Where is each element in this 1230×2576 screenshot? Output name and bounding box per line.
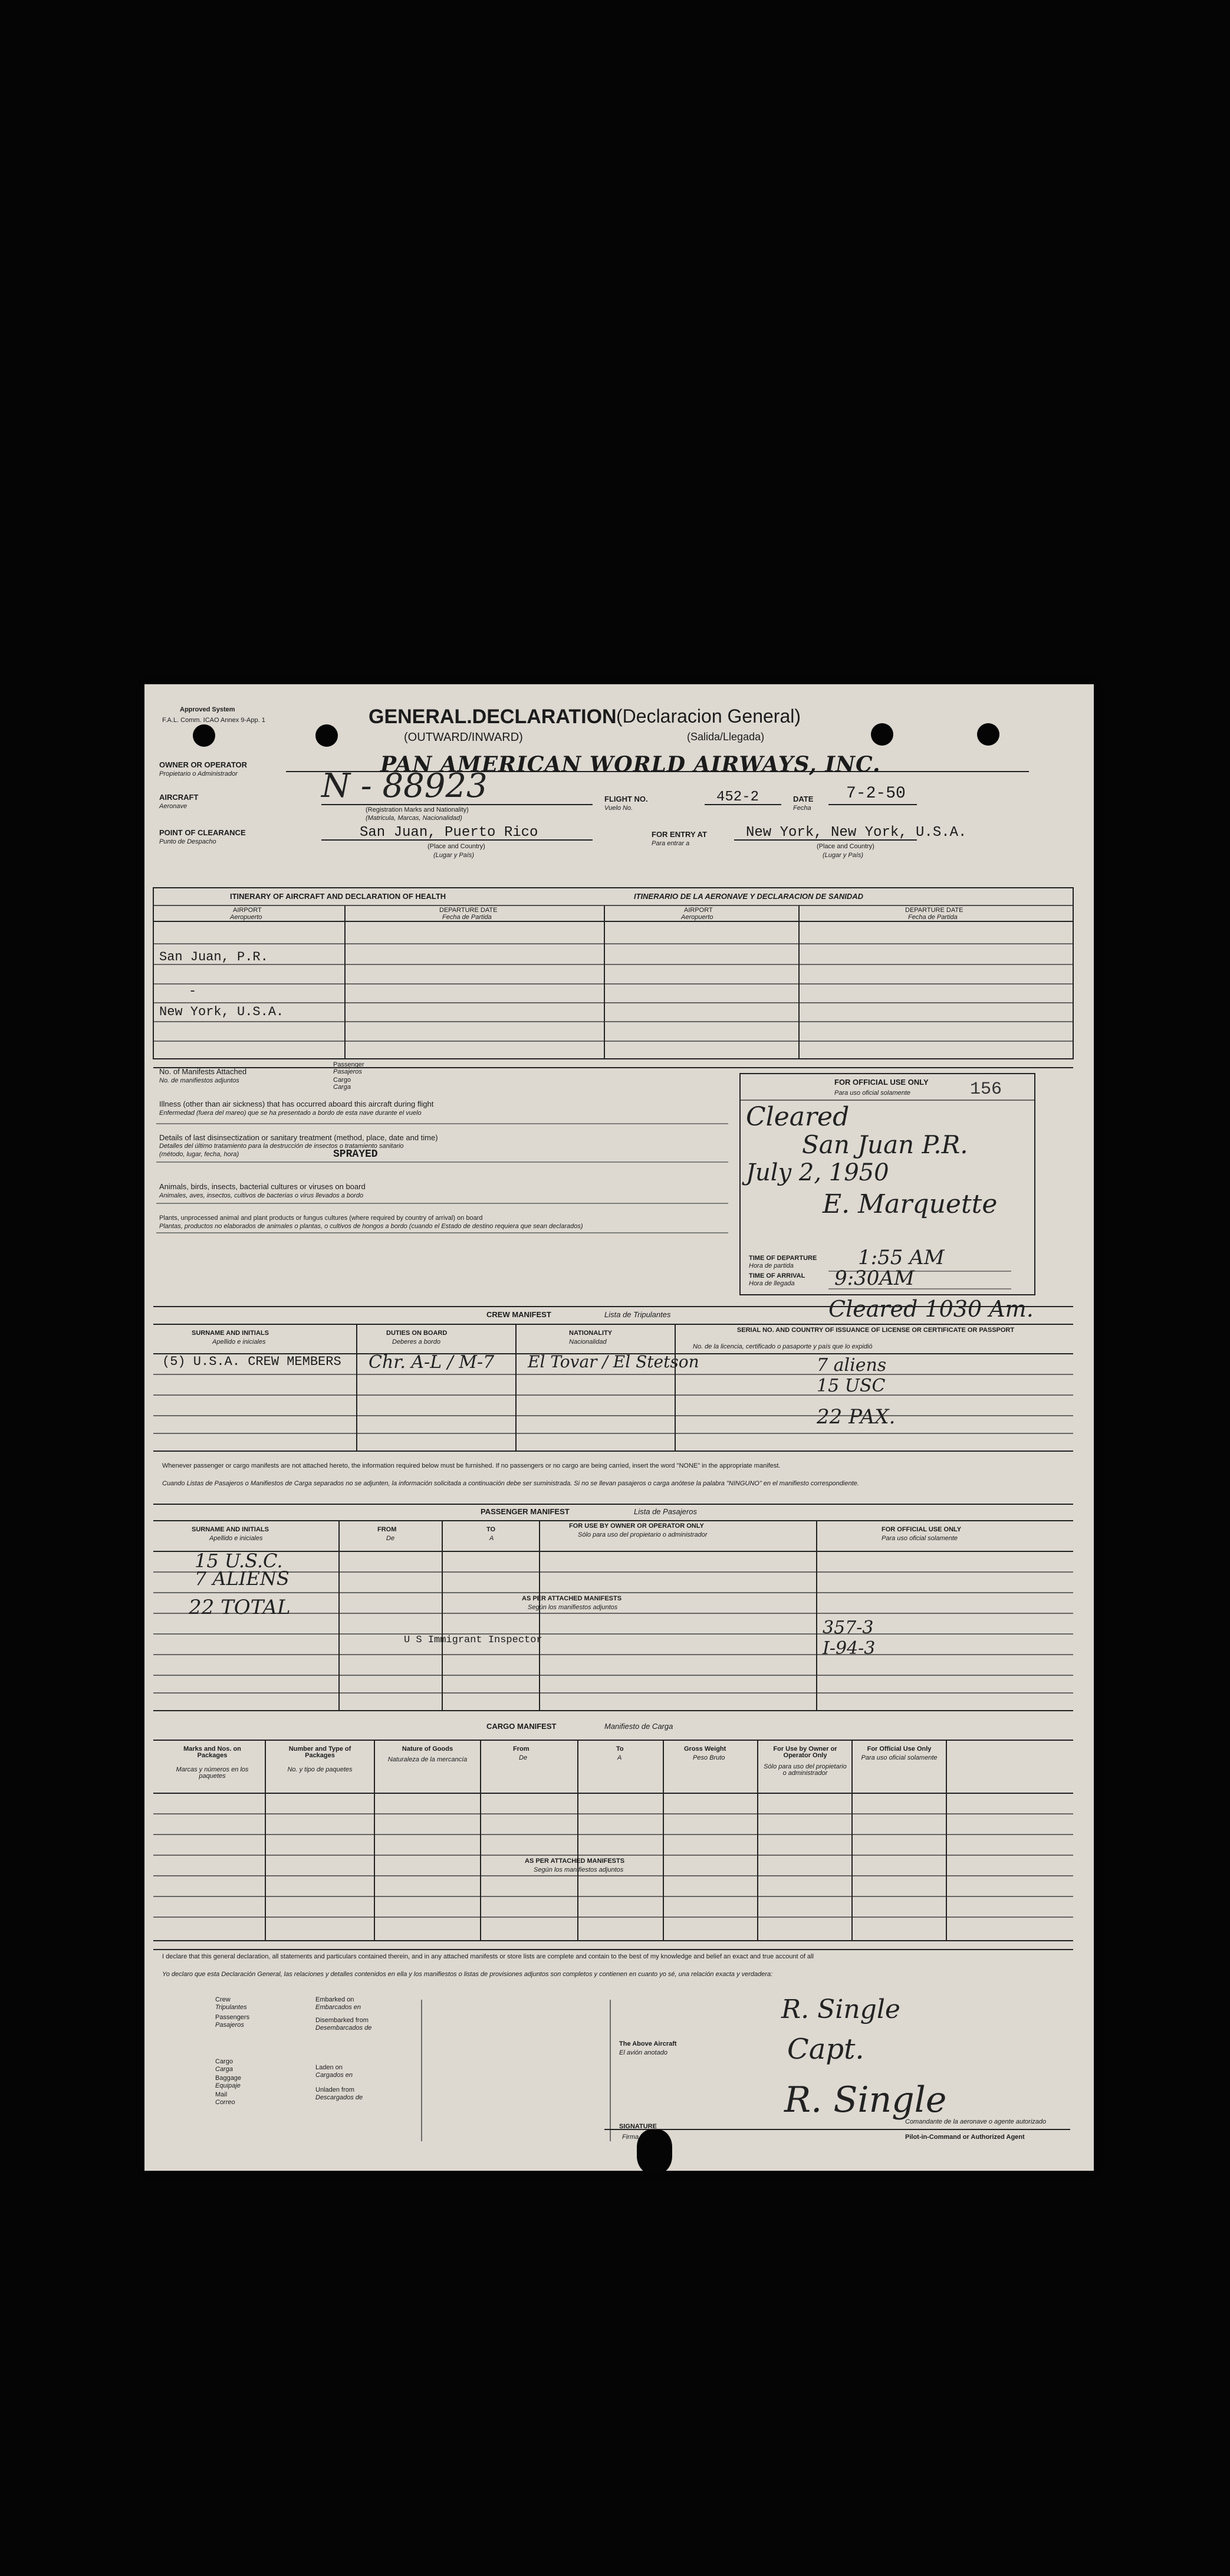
cargo-col-packages-es: No. y tipo de paquetes bbox=[287, 1766, 353, 1773]
form-subtitle-es: (Salida/Llegada) bbox=[687, 731, 765, 743]
cargo-col-weight-es: Peso Bruto bbox=[693, 1754, 725, 1761]
owner-value: PAN AMERICAN WORLD AIRWAYS, INC. bbox=[380, 752, 881, 777]
crew-heading-es: Lista de Tripulantes bbox=[604, 1310, 671, 1319]
crew-col-nationality-es: Nacionalidad bbox=[569, 1338, 607, 1346]
above-aircraft-label: The Above Aircraft bbox=[619, 2040, 677, 2047]
crew-heading: CREW MANIFEST bbox=[486, 1310, 551, 1319]
ink-blot bbox=[637, 2129, 672, 2174]
crew-col-license: SERIAL NO. AND COUNTRY OF ISSUANCE OF LICENSE OR CERTIFICATE OR PASSPORT bbox=[736, 1327, 1015, 1334]
itinerary-col-airport-2: AIRPORT bbox=[684, 907, 713, 914]
signature-title-handwriting: Capt. bbox=[787, 2033, 864, 2066]
plants-label-es: Plantas, productos no elaborados de animales o plantas, o cultivos de hongos a bordo (cuando el Estado de destino requiera que sean declarados) bbox=[159, 1223, 583, 1230]
approval-reference: F.A.L. Comm. ICAO Annex 9-App. 1 bbox=[162, 717, 265, 724]
declaration-direction: Unladen from bbox=[315, 2086, 355, 2093]
passenger-handwritten-row: 15 U.S.C. bbox=[195, 1550, 283, 1572]
form-title: GENERAL.DECLARATION bbox=[369, 705, 617, 728]
date-label: DATE bbox=[793, 795, 814, 803]
approval-text: Approved System bbox=[180, 706, 235, 713]
declaration-direction: Embarcados en bbox=[315, 2004, 361, 2011]
cargo-col-owner: For Use by Owner or Operator Only bbox=[773, 1745, 837, 1759]
manifest-type: Passenger bbox=[333, 1061, 364, 1068]
crew-col-duties-es: Deberes a bordo bbox=[392, 1338, 440, 1346]
passenger-col-surname: SURNAME AND INITIALS bbox=[192, 1526, 269, 1533]
departure-label: TIME OF DEPARTURE bbox=[749, 1255, 817, 1262]
cargo-col-to-es: A bbox=[617, 1754, 622, 1761]
disinsect-value: SPRAYED bbox=[333, 1148, 378, 1160]
cargo-col-goods-es: Naturaleza de la mercancía bbox=[387, 1756, 468, 1763]
declaration-direction: Descargados de bbox=[315, 2094, 363, 2101]
passenger-attached-es: Según los manifiestos adjuntos bbox=[528, 1604, 618, 1611]
passenger-official-code: I-94-3 bbox=[823, 1638, 876, 1659]
registration-note-es: (Matricula, Marcas, Nacionalidad) bbox=[366, 815, 462, 822]
passenger-col-official: FOR OFFICIAL USE ONLY bbox=[882, 1526, 962, 1533]
cargo-attached-es: Según los manifiestos adjuntos bbox=[534, 1866, 624, 1873]
passenger-heading: PASSENGER MANIFEST bbox=[481, 1507, 570, 1516]
itinerary-col-departure-es: Fecha de Partida bbox=[442, 914, 492, 921]
punch-hole bbox=[977, 723, 999, 746]
arrival-label: TIME OF ARRIVAL bbox=[749, 1272, 805, 1279]
official-cleared-handwriting: Cleared bbox=[746, 1102, 850, 1132]
date-value: 7-2-50 bbox=[846, 785, 906, 803]
passenger-col-from: FROM bbox=[377, 1526, 397, 1533]
flight-value: 452-2 bbox=[716, 789, 759, 805]
declaration-text-es: Yo declaro que esta Declaración General, las relaciones y detalles contenidos en ella y los manifiestos o listas de provisiones adjuntos son completos y contienen en cuanto yo sé, una relación exacta y verdadera: bbox=[162, 1971, 773, 1978]
crew-tally: 22 PAX. bbox=[817, 1405, 896, 1429]
signature-handwriting: R. Single bbox=[781, 1994, 900, 2024]
passenger-official-code: 357-3 bbox=[823, 1617, 874, 1638]
declaration-item: Mail bbox=[215, 2091, 228, 2098]
cargo-col-packages: Number and Type of Packages bbox=[288, 1745, 351, 1759]
clearance-label: POINT OF CLEARANCE bbox=[159, 828, 246, 837]
passenger-handwritten-row: 22 TOTAL bbox=[189, 1596, 291, 1619]
form-title-es: (Declaracion General) bbox=[616, 705, 801, 727]
entry-label-es: Para entrar a bbox=[652, 840, 690, 847]
itinerary-col-airport-es: Aeropuerto bbox=[230, 914, 262, 921]
manifest-notice-es: Cuando Listas de Pasajeros o Manifiestos de Carga separados no se adjunten, la información solicitada a continuación debe ser suministrada. Si no se llevan pasajeros o carga anótese la palabra "NINGUNO" en el manifiesto correspondiente. bbox=[162, 1480, 859, 1487]
cargo-col-from: From bbox=[513, 1745, 530, 1753]
above-aircraft-label-es: El avión anotado bbox=[619, 2049, 667, 2056]
crew-row-name: (5) U.S.A. CREW MEMBERS bbox=[162, 1354, 341, 1369]
manifest-type: Cargo bbox=[333, 1077, 351, 1084]
crew-tally: 15 USC bbox=[817, 1376, 886, 1396]
crew-tally: 7 aliens bbox=[817, 1355, 887, 1376]
official-heading: FOR OFFICIAL USE ONLY bbox=[834, 1078, 929, 1087]
passenger-heading-es: Lista de Pasajeros bbox=[634, 1507, 697, 1516]
aircraft-value: N - 88923 bbox=[321, 767, 488, 805]
cargo-col-from-es: De bbox=[519, 1754, 528, 1761]
declaration-item: Correo bbox=[215, 2099, 235, 2106]
clearance-place-note: (Place and Country) bbox=[427, 843, 485, 850]
departure-value: 1:55 AM bbox=[858, 1246, 945, 1269]
disinsect-label: Details of last disinsectization or sanitary treatment (method, place, date and time) bbox=[159, 1133, 438, 1142]
passenger-col-owner-es: Sólo para uso del propietario o administrador bbox=[578, 1531, 708, 1538]
manifest-type: Pasajeros bbox=[333, 1068, 362, 1075]
passenger-col-to: TO bbox=[486, 1526, 496, 1533]
cargo-col-marks: Marks and Nos. on Packages bbox=[183, 1745, 241, 1759]
signature-label: SIGNATURE bbox=[619, 2123, 657, 2130]
crew-col-surname: SURNAME AND INITIALS bbox=[192, 1330, 269, 1337]
declaration-item: Tripulantes bbox=[215, 2004, 247, 2011]
registration-note: (Registration Marks and Nationality) bbox=[366, 806, 469, 813]
declaration-item: Pasajeros bbox=[215, 2022, 244, 2029]
official-place-handwriting: San Juan P.R. bbox=[802, 1130, 968, 1159]
date-label-es: Fecha bbox=[793, 805, 811, 812]
passenger-col-from-es: De bbox=[386, 1535, 395, 1542]
declaration-direction: Disembarked from bbox=[315, 2017, 369, 2024]
manifests-label: No. of Manifests Attached bbox=[159, 1067, 247, 1076]
entry-label: FOR ENTRY AT bbox=[652, 830, 707, 839]
declaration-item: Cargo bbox=[215, 2058, 233, 2065]
crew-row-duties: Chr. A-L / M-7 bbox=[369, 1352, 495, 1373]
itinerary-col-departure-2-es: Fecha de Partida bbox=[908, 914, 958, 921]
crew-col-surname-es: Apellido e iniciales bbox=[212, 1338, 266, 1346]
punch-hole bbox=[315, 724, 338, 747]
animals-label: Animals, birds, insects, bacterial cultures or viruses on board bbox=[159, 1182, 366, 1191]
manifests-label-es: No. de manifiestos adjuntos bbox=[159, 1077, 239, 1084]
cargo-heading: CARGO MANIFEST bbox=[486, 1722, 557, 1731]
flight-label-es: Vuelo No. bbox=[604, 805, 633, 812]
declaration-item: Passengers bbox=[215, 2014, 250, 2021]
signature-handwriting-main: R. Single bbox=[784, 2079, 947, 2121]
passenger-col-owner: FOR USE BY OWNER OR OPERATOR ONLY bbox=[569, 1522, 704, 1530]
entry-value: New York, New York, U.S.A. bbox=[746, 825, 967, 841]
illness-label-es: Enfermedad (fuera del mareo) que se ha presentado a bordo de esta nave durante el vuelo bbox=[159, 1110, 422, 1117]
aircraft-label-es: Aeronave bbox=[159, 803, 188, 810]
itinerary-row: New York, U.S.A. bbox=[159, 1005, 284, 1019]
entry-place-note-es: (Lugar y País) bbox=[823, 852, 864, 859]
declaration-text: I declare that this general declaration, all statements and particulars contained therein, and in any attached manifests or store lists are complete and contain to the best of my knowledge and belief an exact and true account of all bbox=[162, 1953, 814, 1960]
crew-row-nationality: El Tovar / El Stetson bbox=[528, 1352, 699, 1371]
declaration-direction: Laden on bbox=[315, 2064, 343, 2071]
official-number: 156 bbox=[970, 1079, 1002, 1100]
official-heading-es: Para uso oficial solamente bbox=[834, 1090, 911, 1097]
manifest-notice: Whenever passenger or cargo manifests are not attached hereto, the information required below must be furnished. If no passengers or no cargo are being carried, insert the word "NONE" in the appropriate manifest. bbox=[162, 1462, 781, 1469]
declaration-direction: Cargados en bbox=[315, 2072, 353, 2079]
itinerary-col-departure: DEPARTURE DATE bbox=[439, 907, 498, 914]
declaration-direction: Embarked on bbox=[315, 1996, 354, 2003]
itinerary-col-airport-2-es: Aeropuerto bbox=[681, 914, 713, 921]
clearance-label-es: Punto de Despacho bbox=[159, 838, 216, 845]
declaration-direction: Desembarcados de bbox=[315, 2024, 372, 2032]
entry-place-note: (Place and Country) bbox=[817, 843, 874, 850]
aircraft-label: AIRCRAFT bbox=[159, 793, 199, 802]
form-subtitle: (OUTWARD/INWARD) bbox=[404, 731, 523, 744]
arrival-value: 9:30AM bbox=[834, 1266, 915, 1290]
arrival-label-es: Hora de llegada bbox=[749, 1280, 795, 1287]
owner-label: OWNER OR OPERATOR bbox=[159, 760, 248, 769]
departure-label-es: Hora de partida bbox=[749, 1262, 794, 1269]
cargo-col-marks-es: Marcas y números en los paquetes bbox=[176, 1766, 249, 1780]
plants-label: Plants, unprocessed animal and plant products or fungus cultures (where required by country of arrival) on board bbox=[159, 1215, 483, 1222]
itinerary-col-airport: AIRPORT bbox=[233, 907, 262, 914]
itinerary-row: San Juan, P.R. bbox=[159, 950, 268, 964]
itinerary-row: - bbox=[189, 984, 197, 999]
agent-label-es: Comandante de la aeronave o agente autorizado bbox=[905, 2118, 1047, 2125]
declaration-item: Carga bbox=[215, 2066, 233, 2073]
immigrant-inspector-stamp: U S Immigrant Inspector bbox=[404, 1635, 542, 1646]
owner-label-es: Propietario o Administrador bbox=[159, 770, 238, 777]
signature-label-es: Firma bbox=[622, 2134, 639, 2141]
cargo-col-owner-es: Sólo para uso del propietario o administrador bbox=[764, 1763, 847, 1777]
declaration-item: Baggage bbox=[215, 2075, 242, 2082]
punch-hole bbox=[193, 724, 215, 747]
cargo-col-official: For Official Use Only bbox=[867, 1745, 932, 1753]
itinerary-heading-es: ITINERARIO DE LA AERONAVE Y DECLARACION DE SANIDAD bbox=[634, 892, 864, 901]
itinerary-col-departure-2: DEPARTURE DATE bbox=[905, 907, 963, 914]
passenger-col-to-es: A bbox=[489, 1535, 494, 1542]
agent-label: Pilot-in-Command or Authorized Agent bbox=[905, 2134, 1025, 2141]
passenger-col-surname-es: Apellido e iniciales bbox=[209, 1535, 263, 1542]
crew-col-nationality: NATIONALITY bbox=[569, 1330, 613, 1337]
cargo-col-weight: Gross Weight bbox=[684, 1745, 726, 1753]
manifest-type: Carga bbox=[333, 1084, 351, 1091]
illness-label: Illness (other than air sickness) that has occurred aboard this aircraft during flight bbox=[159, 1100, 434, 1108]
itinerary-heading: ITINERARY OF AIRCRAFT AND DECLARATION OF HEALTH bbox=[230, 892, 446, 901]
official-signature-handwriting: E. Marquette bbox=[823, 1189, 998, 1219]
declaration-item: Crew bbox=[215, 1996, 231, 2003]
passenger-handwritten-row: 7 ALIENS bbox=[195, 1567, 290, 1590]
crew-cleared-note: Cleared 1030 Am. bbox=[828, 1296, 1034, 1322]
cargo-col-official-es: Para uso oficial solamente bbox=[861, 1754, 938, 1761]
passenger-col-official-es: Para uso oficial solamente bbox=[882, 1535, 958, 1542]
cargo-heading-es: Manifiesto de Carga bbox=[604, 1722, 673, 1731]
punch-hole bbox=[871, 723, 893, 746]
animals-label-es: Animales, aves, insectos, cultivos de bacterias o virus llevados a bordo bbox=[159, 1192, 364, 1199]
official-date-handwriting: July 2, 1950 bbox=[746, 1159, 889, 1186]
clearance-value: San Juan, Puerto Rico bbox=[360, 825, 538, 841]
passenger-attached: AS PER ATTACHED MANIFESTS bbox=[522, 1595, 622, 1602]
disinsect-label-es: Detalles del último tratamiento para la destrucción de insectos o tratamiento sanitario bbox=[159, 1143, 404, 1150]
disinsect-label-es-2: (método, lugar, fecha, hora) bbox=[159, 1151, 239, 1158]
flight-label: FLIGHT NO. bbox=[604, 795, 648, 803]
clearance-place-note-es: (Lugar y País) bbox=[433, 852, 475, 859]
cargo-col-to: To bbox=[616, 1745, 624, 1753]
declaration-item: Equipaje bbox=[215, 2082, 241, 2089]
cargo-col-goods: Nature of Goods bbox=[402, 1745, 453, 1753]
cargo-attached: AS PER ATTACHED MANIFESTS bbox=[525, 1858, 625, 1865]
crew-col-duties: DUTIES ON BOARD bbox=[386, 1330, 448, 1337]
general-declaration-document bbox=[144, 684, 1094, 2171]
crew-col-license-es: No. de la licencia, certificado o pasaporte y país que lo expidió bbox=[693, 1343, 873, 1350]
